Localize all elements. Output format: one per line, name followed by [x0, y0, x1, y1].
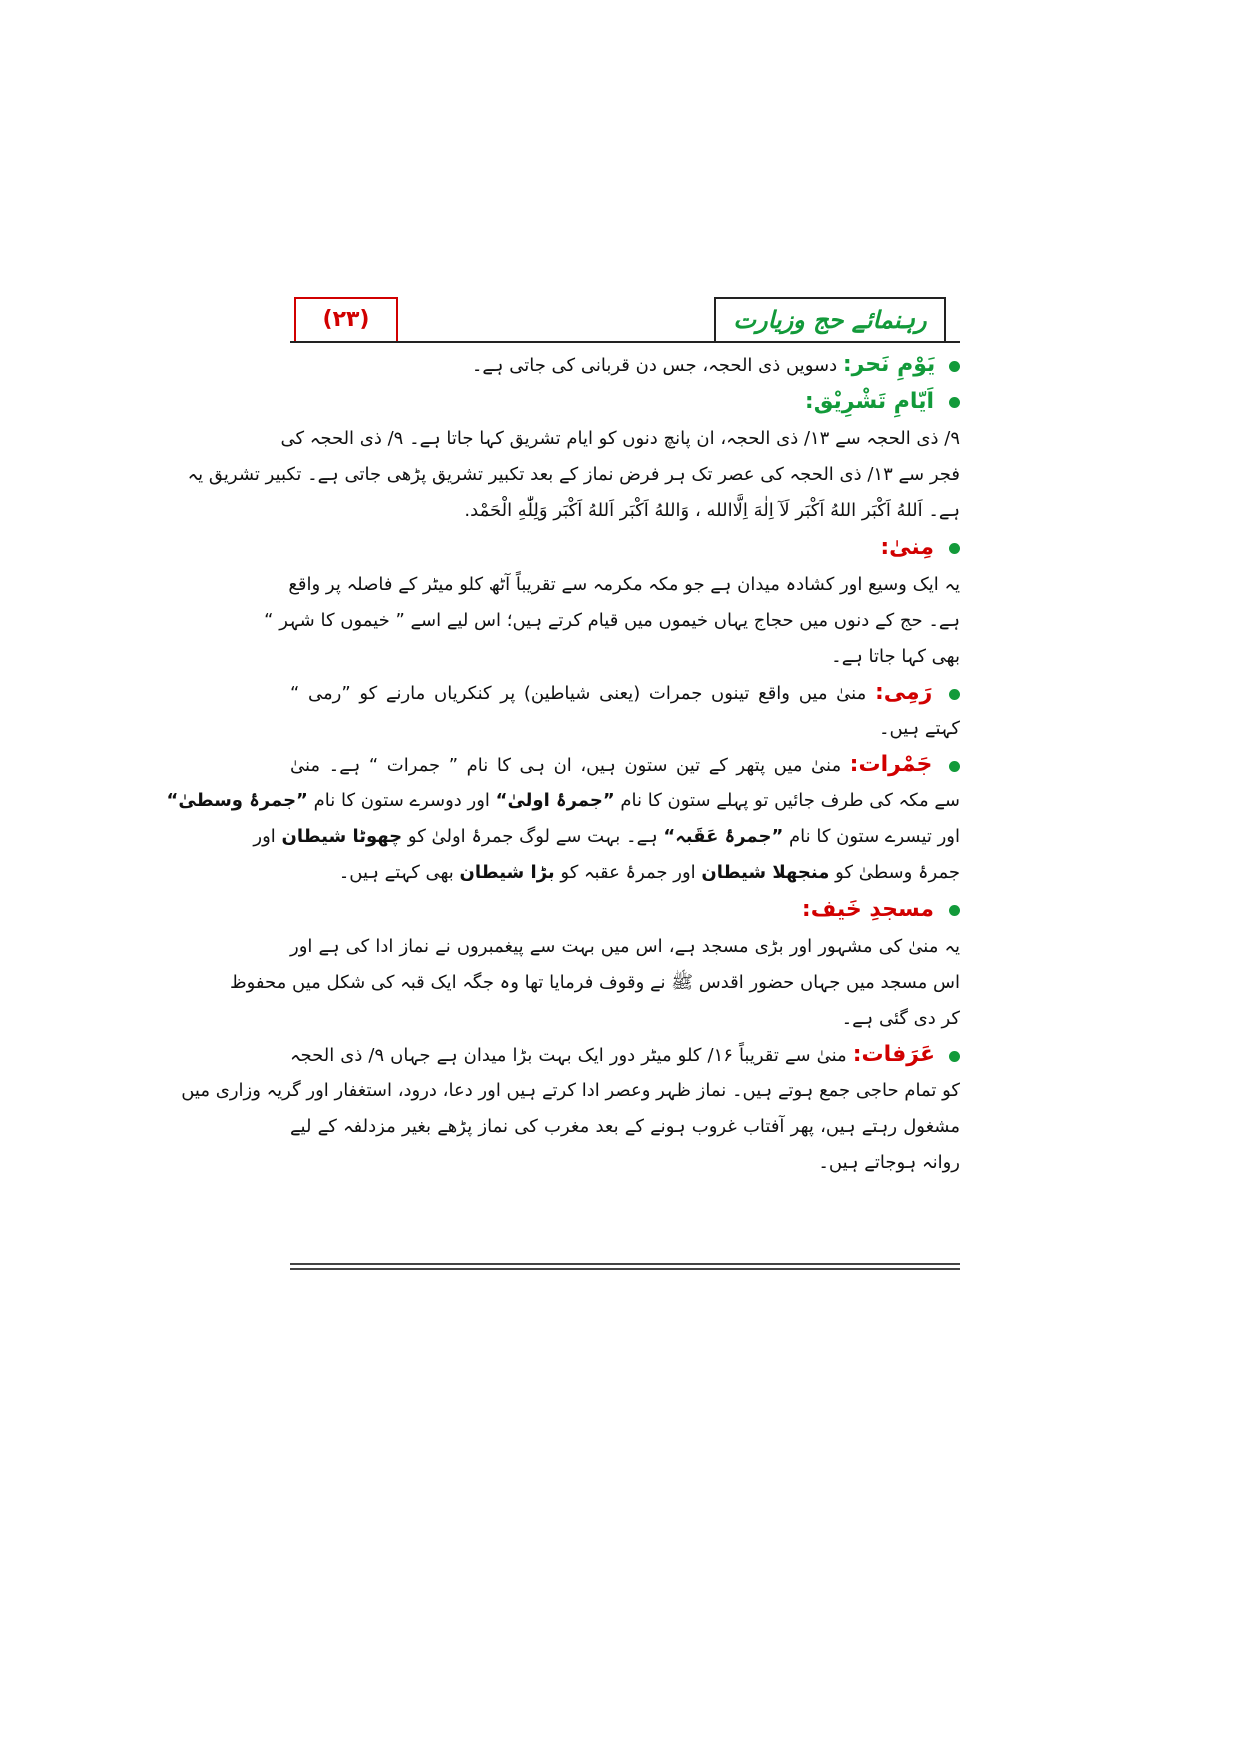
- paragraph-line: مشغول رہتے ہیں، پھر آفتاب غروب ہونے کے بعد مغرب کی نماز پڑھے بغیر مزدلفہ کے لیے: [290, 1116, 960, 1137]
- bullet-icon: [949, 543, 960, 554]
- page-number: (۲۳): [322, 307, 370, 332]
- bold-run: بڑا شیطان: [459, 862, 555, 883]
- bullet-icon: [949, 1051, 960, 1062]
- term-yaum-nahr: یَوْمِ نَحر:: [842, 352, 936, 377]
- text-run: اور جمرۂ عقبہ کو: [560, 862, 696, 883]
- section-arafat: [290, 1037, 960, 1073]
- paragraph-line: یہ ایک وسیع اور کشادہ میدان ہے جو مکہ مکرمہ سے تقریباً آٹھ کلو میٹر کے فاصلہ پر واقع: [288, 574, 960, 595]
- footer-rule-bottom: [290, 1268, 960, 1270]
- paragraph-line: [253, 819, 960, 855]
- section-jamarat: [290, 747, 960, 783]
- paragraph-line: کو تمام حاجی جمع ہوتے ہیں۔ نماز ظہر وعصر ادا کرتے ہیں اور دعا، درود، استغفار اور گریہ وزاری میں: [181, 1080, 960, 1101]
- paragraph-line: روانہ ہوجاتے ہیں۔: [818, 1152, 960, 1173]
- term-arafat: عَرَفات:: [852, 1042, 935, 1067]
- text-run: ہے۔ بہت سے لوگ جمرۂ اولیٰ کو: [407, 826, 658, 847]
- paragraph-line: فجر سے ۱۳/ ذی الحجہ کی عصر تک ہر فرض نماز کے بعد تکبیر تشریق پڑھی جاتی ہے۔ تکبیر تشریق یہ: [187, 464, 960, 485]
- bold-run: ”جمرۂ عَقَبہ“: [663, 826, 784, 847]
- bullet-icon: [949, 361, 960, 372]
- bold-run: منجھلا شیطان: [701, 862, 830, 883]
- bold-run: چھوٹا شیطان: [281, 826, 403, 847]
- term-ayyam-tashreeq: اَیّامِ تَشْرِیْق:: [804, 389, 934, 414]
- paragraph-line: بھی کہا جاتا ہے۔: [831, 646, 960, 667]
- text-run: سے مکہ کی طرف جائیں تو پہلے ستون کا نام: [620, 790, 960, 811]
- book-title-box: [714, 297, 946, 341]
- bold-run: ”جمرۂ وسطیٰ“: [166, 790, 308, 811]
- text-run: بھی کہتے ہیں۔: [338, 862, 454, 883]
- paragraph-line: کر دی گئی ہے۔: [841, 1008, 960, 1029]
- header-rule: [290, 341, 960, 343]
- footer-rule-top: [290, 1263, 960, 1265]
- text-run: جمرۂ وسطیٰ کو: [835, 862, 960, 883]
- term-jamarat: جَمْرات:: [849, 752, 933, 777]
- book-page: [166, 295, 960, 1435]
- paragraph-line: [166, 783, 960, 819]
- term-masjid-khaif: مسجدِ خَیف:: [801, 897, 934, 922]
- page-header: [290, 295, 960, 345]
- book-title: رہنمائے حج وزیارت: [733, 306, 927, 334]
- page-content: [166, 347, 960, 1181]
- bullet-icon: [949, 397, 960, 408]
- section-masjid-khaif-heading: [290, 891, 960, 929]
- term-mina: مِنیٰ:: [880, 535, 934, 560]
- section-ayyam-tashreeq-heading: [290, 383, 960, 421]
- text-run: اور تیسرے ستون کا نام: [789, 826, 960, 847]
- rami-text: منیٰ میں واقع تینوں جمرات (یعنی شیاطین) پر کنکریاں مارنے کو ”رمی “: [290, 683, 867, 704]
- section-rami: [290, 675, 960, 711]
- term-rami: رَمِی:: [874, 680, 933, 705]
- paragraph-line: ہے۔ اَللهُ اَکْبَر اللهُ اَکْبَر لَآ اِلٰهَ اِلَّاالله ، وَاللهُ اَکْبَر اَللهُ اَکْبَر وَلِلّٰهِ الْحَمْد.: [464, 500, 960, 521]
- paragraph-line: ہے۔ حج کے دنوں میں حجاج یہاں خیموں میں قیام کرتے ہیں؛ اس لیے اسے ” خیموں کا شہر “: [264, 610, 960, 631]
- bullet-icon: [949, 689, 960, 700]
- page-number-box: [294, 297, 398, 343]
- paragraph-line: ۹/ ذی الحجہ سے ۱۳/ ذی الحجہ، ان پانچ دنوں کو ایام تشریق کہا جاتا ہے۔ ۹/ ذی الحجہ کی: [280, 428, 960, 449]
- paragraph-line: [290, 855, 960, 891]
- arafat-text: منیٰ سے تقریباً ۱۶/ کلو میٹر دور ایک بہت بڑا میدان ہے جہاں ۹/ ذی الحجہ: [290, 1045, 847, 1066]
- bold-run: ”جمرۂ اولیٰ“: [495, 790, 615, 811]
- section-yaum-nahr: [290, 347, 960, 383]
- paragraph-line: اس مسجد میں جہاں حضور اقدس ﷺ نے وقوف فرمایا تھا وہ جگہ ایک قبہ کی شکل میں محفوظ: [229, 972, 960, 993]
- bullet-icon: [949, 905, 960, 916]
- text-run: اور: [253, 826, 276, 847]
- paragraph-line: یہ منیٰ کی مشہور اور بڑی مسجد ہے، اس میں بہت سے پیغمبروں نے نماز ادا کی ہے اور: [290, 936, 960, 957]
- section-mina-heading: [290, 529, 960, 567]
- paragraph-line: کہتے ہیں۔: [878, 718, 960, 739]
- yaum-nahr-text: دسویں ذی الحجہ، جس دن قربانی کی جاتی ہے۔: [471, 355, 838, 376]
- bullet-icon: [949, 761, 960, 772]
- jamarat-text: منیٰ میں پتھر کے تین ستون ہیں، ان ہی کا نام ” جمرات “ ہے۔ منیٰ: [290, 755, 842, 776]
- text-run: اور دوسرے ستون کا نام: [313, 790, 490, 811]
